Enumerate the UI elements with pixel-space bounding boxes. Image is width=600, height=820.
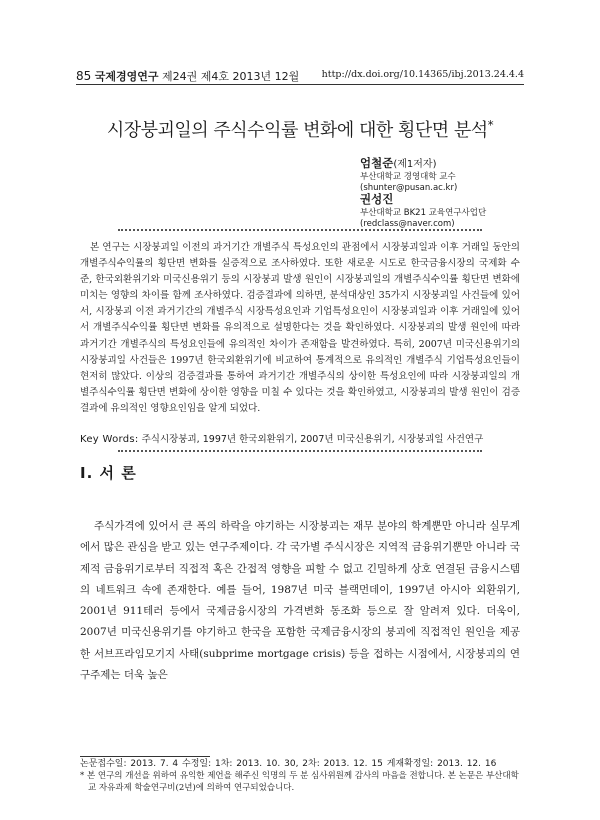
page-number: 85 — [76, 69, 92, 83]
abstract — [80, 240, 520, 417]
doi-link[interactable]: http://dx.doi.org/10.14365/ibj.2013.24.4.4 — [321, 69, 524, 80]
keywords-value: 주식시장붕괴, 1997년 한국외환위기, 2007년 미국신용위기, 시장붕괴일 사건연구 — [141, 434, 484, 445]
keywords — [80, 431, 520, 445]
author-email: (shunter@pusan.ac.kr) — [360, 182, 458, 193]
footnote-rule — [80, 756, 210, 757]
keywords-label: Key Words: — [80, 434, 139, 445]
author-email: (redclass@naver.com) — [360, 218, 455, 229]
dotted-separator-top — [118, 229, 482, 231]
journal-name: 국제경영연구 — [94, 70, 159, 83]
author-block-2 — [360, 192, 486, 230]
header-rule — [76, 84, 524, 85]
acknowledgement-footnote: * 본 연구의 개선을 위하여 유익한 제언을 해주신 익명의 두 분 심사위원께 감사의 마음을 전합니다. 본 논문은 부산대학교 자유과제 학술연구비(2년)에 의하여 연구되었습니다. — [80, 771, 519, 793]
author-name — [360, 156, 457, 172]
author-name-text: 권성진 — [360, 192, 394, 206]
author-name — [360, 192, 486, 208]
author-affiliation: 부산대학교 BK21 교육연구사업단 — [360, 207, 487, 218]
body-text — [80, 516, 520, 686]
dotted-separator-bottom — [118, 450, 482, 452]
author-block-1 — [360, 156, 457, 194]
author-affiliation: 부산대학교 경영대학 교수 — [360, 171, 456, 182]
running-head-left — [76, 68, 299, 84]
paper-title-text: 시장붕괴일의 주식수익률 변화에 대한 횡단면 분석 — [106, 120, 488, 141]
author-role: (제1저자) — [393, 159, 437, 170]
paper-title — [76, 116, 524, 142]
author-name-text: 엄철준 — [360, 156, 394, 170]
section-heading: Ⅰ. 서 론 — [80, 464, 137, 482]
footnotes — [80, 758, 520, 794]
body-paragraph: 주식가격에 있어서 큰 폭의 하락을 야기하는 시장붕괴는 재무 분야의 학계뿐만 아니라 실무계에서 많은 관심을 받고 있는 연구주제이다. 각 국가별 주식시장은 지역적 금융위기뿐만 아니라 국제적 금융위기로부터 직접적 혹은 간접적 영향을 피할 수 없고 긴밀하게 상호 연결된 금융시스템의 네트워크 속에 존재한다. 예를 들어, 1987년 미국 블랙먼데이, 1997년 아시아 외환위기, 2001년 911테러 등에서 국제금융시장의 가격변화 동조화 등으로 잘 알려져 있다. 더욱이, 2007년 미국신용위기를 야기하고 한국을 포함한 국제금융시장의 붕괴에 직접적인 원인을 제공한 서브프라임모기지 사태(subprime mortgage crisis) 등을 접하는 시점에서, 시장붕괴의 연구주제는 더욱 높은 — [80, 520, 520, 682]
submission-dates: 논문접수일: 2013. 7. 4 수정일: 1차: 2013. 10. 30, 2차: 2013. 12. 15 게재확정일: 2013. 12. 16 — [80, 759, 497, 769]
issue-info: 제24권 제4호 2013년 12월 — [162, 70, 300, 83]
abstract-text: 본 연구는 시장붕괴일 이전의 과거기간 개별주식 특성요인의 관점에서 시장붕괴일과 이후 거래일 동안의 개별주식수익률의 횡단면 변화를 실증적으로 조사하였다. 또한 새로운 시도로 한국금융시장의 국제화 수준, 한국외환위기와 미국신용위기 등의 시장붕괴 발생 원인이 시장붕괴일의 개별주식수익률 횡단면 변화에 미치는 영향의 차이를 함께 조사하였다. 검증결과에 의하면, 분석대상인 35가지 시장붕괴일 사건들에 있어서, 시장붕괴 이전 과거기간의 개별주식 시장특성요인과 기업특성요인이 시장붕괴일과 이후 거래일에 있어서 개별주식수익률 횡단면 변화를 유의적으로 설명한다는 것을 확인하였다. 시장붕괴의 발생 원인에 따라 과거기간 개별주식의 특성요인들에 유의적인 차이가 존재함을 발견하였다. 특히, 2007년 미국신용위기의 시장붕괴일 사건들은 1997년 한국외환위기에 비교하여 통계적으로 유의적인 개별주식 기업특성요인들이 현저히 많았다. 이상의 검증결과를 통하여 과거기간 개별주식의 상이한 특성요인에 따라 시장붕괴일의 개별주식수익률 횡단면 변화에 상이한 영향을 미칠 수 있다는 것을 확인하였고, 시장붕괴의 발생 원인이 검증결과에 유의적인 영향요인임을 알게 되었다. — [80, 242, 520, 414]
title-footnote-mark: * — [487, 118, 494, 132]
